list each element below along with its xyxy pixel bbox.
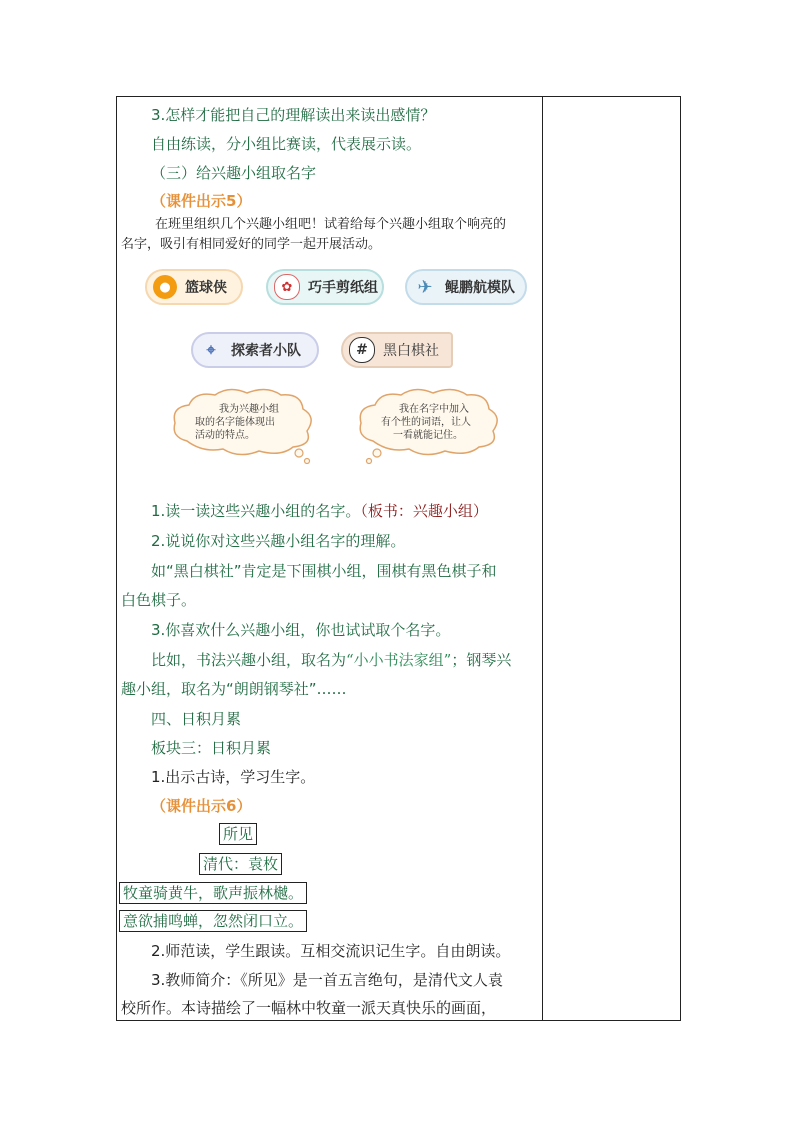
thought-cloud-1 xyxy=(167,387,327,467)
group-name: 探索者小队 xyxy=(231,343,301,359)
step-1: 1.出示古诗，学习生字。 xyxy=(151,768,316,786)
section-heading-3: （三）给兴趣小组取名字 xyxy=(151,164,317,182)
group-explorer-pill xyxy=(191,332,319,368)
block-3-heading: 板块三：日积月累 xyxy=(151,739,272,757)
go-board-icon: # xyxy=(349,337,375,363)
cloud-2-line-3: 一看就能记住。 xyxy=(393,430,463,441)
slide-6-label: （课件出示6） xyxy=(151,797,252,815)
point-2: 2.说说你对这些兴趣小组名字的理解。 xyxy=(151,532,406,550)
step-3-line-1: 3.教师简介：《所见》是一首五言绝句，是清代文人袁 xyxy=(151,971,503,989)
intro-line-2: 名字，吸引有相同爱好的同学一起开展活动。 xyxy=(121,237,382,252)
group-name: 篮球侠 xyxy=(185,280,227,296)
basketball-icon: ● xyxy=(153,275,177,299)
point-1 xyxy=(151,501,488,521)
group-papercut-pill xyxy=(266,269,384,305)
point-3: 3.你喜欢什么兴趣小组，你也试试取个名字。 xyxy=(151,621,451,639)
thought-cloud-2 xyxy=(353,387,513,467)
group-name: 巧手剪纸组 xyxy=(308,280,378,296)
example-text: 比如，书法兴趣小组，取名为 xyxy=(151,651,347,669)
cloud-1-line-3: 活动的特点。 xyxy=(195,430,255,441)
example-text: ；钢琴兴 xyxy=(451,651,512,669)
question-3: 3.怎样才能把自己的理解读出来读出感情？ xyxy=(151,106,436,124)
group-name: 黑白棋社 xyxy=(383,343,439,359)
lesson-content-cell xyxy=(117,97,542,1020)
poem-title: 所见 xyxy=(219,823,257,845)
point-2-example-1: 如“黑白棋社”肯定是下围棋小组，围棋有黑色棋子和 xyxy=(151,562,497,580)
step-2: 2.师范读，学生跟读。互相交流识记生字。自由朗读。 xyxy=(151,942,511,960)
group-basketball-pill xyxy=(145,269,243,305)
column-divider xyxy=(542,97,543,1020)
group-model-plane-pill xyxy=(405,269,527,305)
example-name: “小小书法家组” xyxy=(346,651,452,669)
point-1-text: 1.读一读这些兴趣小组的名字。 xyxy=(151,502,361,520)
satellite-dish-icon: ⌖ xyxy=(206,340,216,359)
point-3-example-2: 趣小组，取名为“朗朗钢琴社”…… xyxy=(121,680,347,698)
cloud-1-line-1: 我为兴趣小组 xyxy=(219,404,279,415)
paper-cut-icon: ✿ xyxy=(274,274,300,300)
poem-line-1: 牧童骑黄牛，歌声振林樾。 xyxy=(119,882,307,904)
poem-line-2: 意欲捕鸣蝉，忽然闭口立。 xyxy=(119,910,307,932)
cloud-1-line-2: 取的名字能体现出 xyxy=(195,417,275,428)
lesson-table xyxy=(116,96,681,1021)
slide-5-label: （课件出示5） xyxy=(151,192,252,210)
board-note: （板书：兴趣小组） xyxy=(360,502,488,520)
poem-author: 清代：袁枚 xyxy=(199,853,282,875)
group-go-club-pill xyxy=(341,332,453,368)
free-read-line: 自由练读，分小组比赛读，代表展示读。 xyxy=(151,135,422,153)
point-2-example-2: 白色棋子。 xyxy=(121,591,197,609)
intro-line-1: 在班里组织几个兴趣小组吧！试着给每个兴趣小组取个响亮的 xyxy=(155,217,507,232)
section-heading-4: 四、日积月累 xyxy=(151,710,242,728)
cloud-2-line-1: 我在名字中加入 xyxy=(399,404,469,415)
group-name: 鲲鹏航模队 xyxy=(445,280,515,296)
airplane-icon: ✈ xyxy=(417,276,433,298)
step-3-line-2: 校所作。本诗描绘了一幅林中牧童一派天真快乐的画面， xyxy=(121,999,497,1017)
point-3-example-1 xyxy=(151,650,511,670)
cloud-2-line-2: 有个性的词语，让人 xyxy=(381,417,471,428)
